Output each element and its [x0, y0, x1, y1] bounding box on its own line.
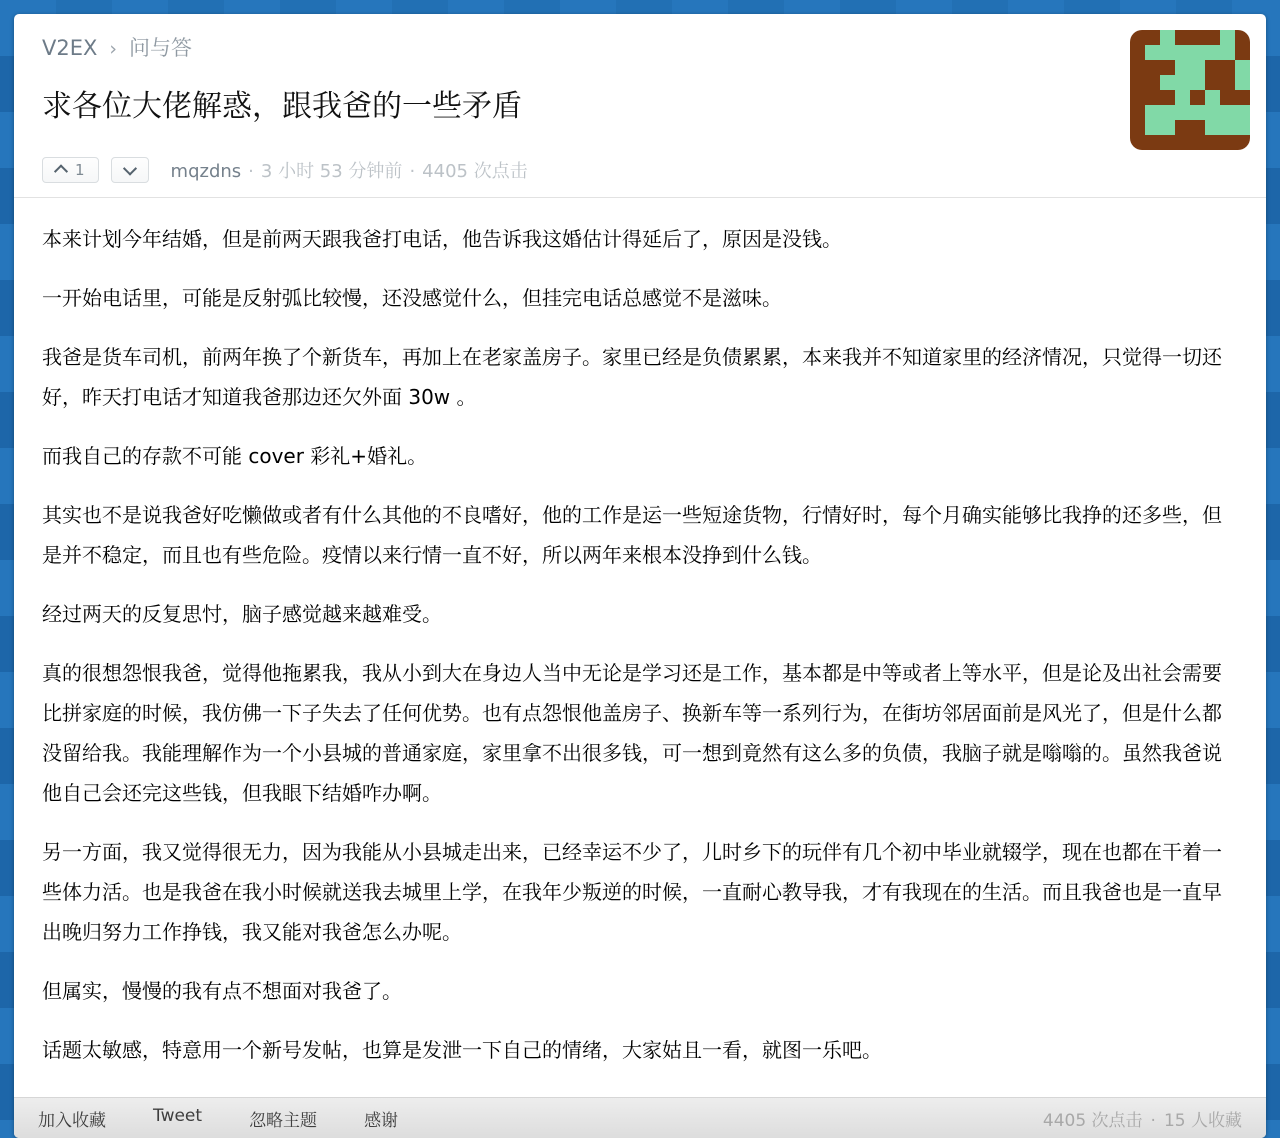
author-link[interactable]: mqzdns — [170, 161, 242, 182]
post-paragraph: 经过两天的反复思忖，脑子感觉越来越难受。 — [42, 602, 442, 626]
footer-click-count: 4405 次点击 — [1042, 1110, 1143, 1131]
footer-action-link[interactable]: 忽略主题 — [249, 1110, 318, 1131]
post-paragraph: 但属实，慢慢的我有点不想面对我爸了。 — [42, 979, 402, 1003]
topic-card — [14, 14, 1266, 1138]
post-paragraph: 本来计划今年结婚，但是前两天跟我爸打电话，他告诉我这婚估计得延后了，原因是没钱。 — [42, 227, 842, 251]
post-body — [14, 198, 1266, 1097]
post-paragraph: 我爸是货车司机，前两年换了个新货车，再加上在老家盖房子。家里已经是负债累累，本来我并不知道家里的经济情况，只觉得一切还好，昨天打电话才知道我爸那边还欠外面 30w 。 — [42, 345, 1222, 409]
breadcrumb-home-link[interactable]: V2EX — [42, 36, 98, 60]
chevron-down-icon — [122, 162, 136, 176]
footer-stats-separator: · — [1150, 1110, 1156, 1131]
upvote-button[interactable] — [42, 157, 99, 183]
post-paragraph: 而我自己的存款不可能 cover 彩礼+婚礼。 — [42, 444, 428, 468]
footer-action-link[interactable]: 感谢 — [364, 1110, 399, 1131]
downvote-button[interactable] — [111, 157, 149, 183]
breadcrumb-separator: › — [109, 38, 117, 60]
footer-stats — [1043, 1106, 1242, 1131]
page-title: 求各位大佬解惑，跟我爸的一些矛盾 — [42, 89, 522, 124]
breadcrumb-node-link[interactable]: 问与答 — [129, 36, 192, 60]
footer-actions — [38, 1106, 398, 1131]
post-paragraph: 另一方面，我又觉得很无力，因为我能从小县城走出来，已经幸运不少了，儿时乡下的玩伴有几个初中毕业就辍学，现在也都在干着一些体力活。也是我爸在我小时候就送我去城里上学，在我年少叛逆的时候，一直耐心教导我，才有我现在的生活。而且我爸也是一直早出晚归努力工作挣钱，我又能对我爸怎么办呢。 — [42, 840, 1222, 944]
post-paragraph: 真的很想怨恨我爸，觉得他拖累我，我从小到大在身边人当中无论是学习还是工作，基本都是中等或者上等水平，但是论及出社会需要比拼家庭的时候，我仿佛一下子失去了任何优势。也有点怨恨他盖房子、换新车等一系列行为，在街坊邻居面前是风光了，但是什么都没留给我。我能理解作为一个小县城的普通家庭，家里拿不出很多钱，可一想到竟然有这么多的负债，我脑子就是嗡嗡的。虽然我爸说他自己会还完这些钱，但我眼下结婚咋办啊。 — [42, 661, 1222, 805]
footer-action-link[interactable]: Tweet — [153, 1105, 203, 1126]
post-time: 3 小时 53 分钟前 — [260, 161, 403, 182]
post-paragraph: 话题太敏感，特意用一个新号发帖，也算是发泄一下自己的情绪，大家姑且一看，就图一乐吧。 — [42, 1038, 882, 1062]
topic-meta — [171, 157, 528, 183]
author-avatar[interactable] — [1130, 30, 1250, 150]
meta-separator: · — [248, 161, 254, 182]
click-count: 4405 次点击 — [422, 161, 528, 182]
post-paragraph: 其实也不是说我爸好吃懒做或者有什么其他的不良嗜好，他的工作是运一些短途货物，行情好时，每个月确实能够比我挣的还多些，但是并不稳定，而且也有些危险。疫情以来行情一直不好，所以两年来根本没挣到什么钱。 — [42, 503, 1222, 567]
footer-favorite-count: 15 人收藏 — [1163, 1110, 1242, 1131]
breadcrumb — [42, 35, 1238, 62]
meta-separator: · — [409, 161, 416, 182]
vote-row — [42, 156, 1238, 184]
post-paragraph: 一开始电话里，可能是反射弧比较慢，还没感觉什么，但挂完电话总感觉不是滋味。 — [42, 286, 782, 310]
upvote-count: 1 — [75, 161, 85, 179]
topic-header — [14, 14, 1266, 184]
topic-footer — [14, 1097, 1266, 1138]
footer-action-link[interactable]: 加入收藏 — [38, 1110, 106, 1131]
chevron-up-icon — [54, 164, 68, 178]
